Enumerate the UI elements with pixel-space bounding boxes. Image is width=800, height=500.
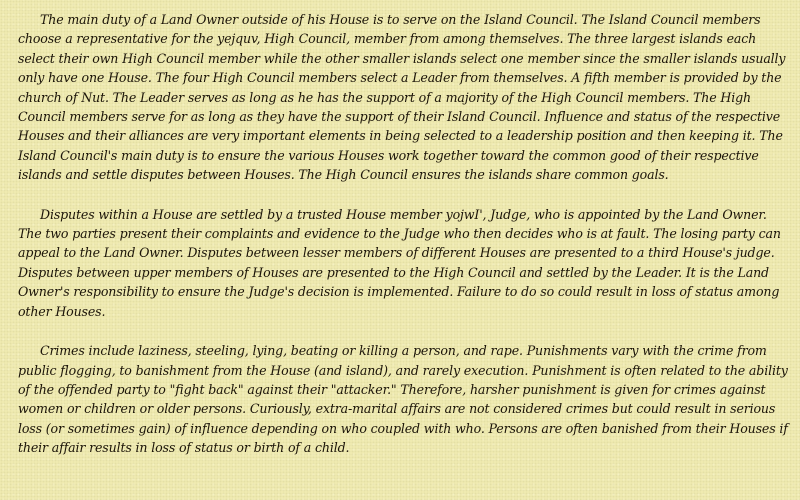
paragraph-crimes: Crimes include laziness, steeling, lying, beating or killing a person, and rape. Punishments vary with the crime from public flogging, to banishment from the House (and island), and rarely execution. Punishment is often related to the ability of the offended party to "fight back" against their "attacker." Therefore, harsher punishment is given for crimes against women or children or older persons. Curiously, extra-marital affairs are not considered crimes but could result in serious loss (or sometimes gain) of influence depending on who coupled with who. Persons are often banished from their Houses if their affair results in loss of status or birth of a child. (18, 343, 788, 456)
paragraph-disputes: Disputes within a House are settled by a trusted House member yojwI', Judge, who is appointed by the Land Owner. The two parties present their complaints and evidence to the Judge who then decides who is at fault. The losing party can appeal to the Land Owner. Disputes between lesser members of different Houses are presented to a third House's judge. Disputes between upper members of Houses are presented to the High Council and settled by the Leader. It is the Land Owner's responsibility to ensure the Judge's decision is implemented. Failure to do so could result in loss of status among other Houses. (18, 206, 781, 319)
paragraph-island-council: The main duty of a Land Owner outside of his House is to serve on the Island Council. The Island Council members choose a representative for the yejquv, High Council, member from among themselves. The three largest islands each select their own High Council member while the other smaller islands select one member since the smaller islands usually only have one House. The four High Council members select a Leader from themselves. A fifth member is provided by the church of Nut. The Leader serves as long as he has the support of a majority of the High Council members. The High Council members serve for as long as they have the support of their Island Council. Influence and status of the respective Houses and their alliances are very important elements in being selected to a leadership position and then keeping it. The Island Council's main duty is to ensure the various Houses work together toward the common good of their respective islands and settle disputes between Houses. The High Council ensures the islands share common goals. (18, 12, 786, 183)
document-page (18, 10, 788, 494)
